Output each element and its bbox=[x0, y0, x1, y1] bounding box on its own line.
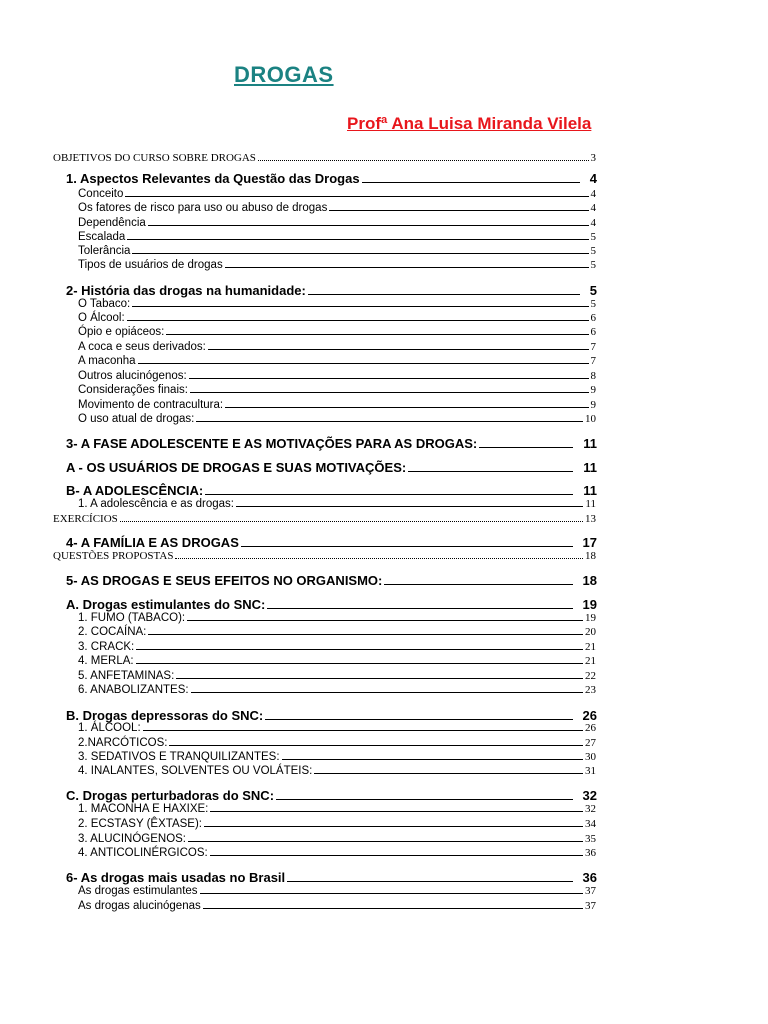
toc-entry-label: 2. ECSTASY (ÊXTASE): bbox=[78, 818, 202, 830]
toc-entry-label: EXERCÍCIOS bbox=[53, 513, 118, 525]
toc-leader bbox=[187, 620, 583, 621]
toc-leader bbox=[138, 363, 589, 364]
toc-entry[interactable] bbox=[53, 513, 596, 525]
toc-entry[interactable] bbox=[78, 259, 596, 271]
toc-leader bbox=[125, 196, 588, 197]
toc-entry[interactable] bbox=[78, 641, 596, 653]
toc-entry-page: 4 bbox=[590, 202, 596, 214]
toc-leader bbox=[276, 799, 573, 800]
toc-entry[interactable] bbox=[78, 413, 596, 425]
toc-entry-label: 6- As drogas mais usadas no Brasil bbox=[66, 870, 286, 885]
toc-entry[interactable] bbox=[78, 751, 596, 763]
toc-entry-label: 4. ANTICOLINÉRGICOS: bbox=[78, 847, 208, 859]
toc-leader bbox=[241, 546, 573, 547]
toc-entry[interactable] bbox=[78, 670, 596, 682]
toc-entry-label: Movimento de contracultura: bbox=[78, 399, 224, 411]
toc-entry[interactable] bbox=[53, 152, 596, 164]
toc-entry[interactable] bbox=[66, 535, 597, 550]
toc-entry-page: 5 bbox=[590, 259, 596, 271]
toc-entry-label: 1. Aspectos Relevantes da Questão das Drogas bbox=[66, 171, 360, 186]
toc-entry[interactable] bbox=[78, 202, 596, 214]
toc-leader bbox=[148, 634, 583, 635]
toc-leader bbox=[205, 494, 573, 495]
toc-entry-page: 5 bbox=[589, 283, 597, 298]
toc-entry-label: O Álcool: bbox=[78, 312, 125, 324]
toc-entry-page: 30 bbox=[585, 751, 596, 763]
toc-entry-page: 22 bbox=[585, 670, 596, 682]
toc-entry[interactable] bbox=[78, 245, 596, 257]
toc-entry-label: QUESTÕES PROPOSTAS bbox=[53, 550, 174, 562]
toc-entry-label: A - OS USUÁRIOS DE DROGAS E SUAS MOTIVAÇÕES: bbox=[66, 460, 407, 475]
toc-entry[interactable] bbox=[78, 612, 596, 624]
toc-entry-page: 37 bbox=[585, 885, 596, 897]
toc-entry-page: 13 bbox=[585, 513, 596, 525]
toc-leader bbox=[203, 908, 583, 909]
toc-leader bbox=[408, 471, 573, 472]
toc-entry-page: 19 bbox=[585, 612, 596, 624]
toc-entry-label: 6. ANABOLIZANTES: bbox=[78, 684, 189, 696]
toc-leader bbox=[236, 506, 583, 507]
toc-leader bbox=[136, 649, 583, 650]
toc-entry-page: 37 bbox=[585, 900, 596, 912]
toc-entry-page: 36 bbox=[582, 870, 597, 885]
toc-entry[interactable] bbox=[78, 803, 596, 815]
toc-entry-label: Dependência bbox=[78, 217, 146, 229]
toc-leader bbox=[196, 421, 583, 422]
toc-leader bbox=[127, 239, 588, 240]
toc-leader bbox=[120, 521, 583, 522]
toc-entry-page: 18 bbox=[585, 550, 596, 562]
toc-entry-page: 5 bbox=[590, 298, 596, 310]
toc-entry-page: 11 bbox=[585, 498, 596, 510]
toc-leader bbox=[265, 719, 572, 720]
toc-entry-label: OBJETIVOS DO CURSO SOBRE DROGAS bbox=[53, 152, 256, 164]
toc-entry-label: C. Drogas perturbadoras do SNC: bbox=[66, 788, 275, 803]
toc-entry-label: 1. A adolescência e as drogas: bbox=[78, 498, 234, 510]
toc-entry[interactable] bbox=[66, 171, 597, 186]
toc-entry-label: A. Drogas estimulantes do SNC: bbox=[66, 597, 266, 612]
document-author: Profª Ana Luisa Miranda Vilela bbox=[347, 114, 592, 133]
toc-leader bbox=[166, 334, 588, 335]
toc-entry-label: 5- AS DROGAS E SEUS EFEITOS NO ORGANISMO: bbox=[66, 573, 383, 588]
toc-entry[interactable] bbox=[78, 818, 596, 830]
toc-leader bbox=[127, 320, 589, 321]
toc-entry[interactable] bbox=[78, 737, 596, 749]
toc-leader bbox=[225, 267, 589, 268]
toc-entry-label: 4- A FAMÍLIA E AS DROGAS bbox=[66, 535, 239, 550]
toc-entry-page: 18 bbox=[582, 573, 597, 588]
toc-entry[interactable] bbox=[66, 460, 597, 475]
toc-entry-page: 7 bbox=[590, 355, 596, 367]
toc-entry-label: 1. MACONHA E HAXIXE: bbox=[78, 803, 209, 815]
toc-entry[interactable] bbox=[66, 573, 597, 588]
toc-entry[interactable] bbox=[66, 483, 597, 498]
toc-leader bbox=[329, 210, 588, 211]
toc-entry[interactable] bbox=[53, 550, 596, 562]
toc-entry-label: 4. INALANTES, SOLVENTES OU VOLÁTEIS: bbox=[78, 765, 313, 777]
toc-entry-label: Outros alucinógenos: bbox=[78, 370, 187, 382]
toc-leader bbox=[132, 253, 588, 254]
toc-entry[interactable] bbox=[78, 885, 596, 897]
toc-leader bbox=[169, 745, 583, 746]
toc-entry-page: 11 bbox=[583, 436, 597, 451]
toc-leader bbox=[208, 349, 589, 350]
toc-leader bbox=[200, 893, 583, 894]
toc-entry-page: 20 bbox=[585, 626, 596, 638]
toc-entry-page: 34 bbox=[585, 818, 596, 830]
toc-entry[interactable] bbox=[78, 655, 596, 667]
document-title: DROGAS bbox=[234, 62, 334, 87]
toc-entry[interactable] bbox=[78, 626, 596, 638]
toc-entry-page: 5 bbox=[590, 245, 596, 257]
toc-entry[interactable] bbox=[78, 370, 596, 382]
toc-leader bbox=[384, 584, 572, 585]
toc-leader bbox=[188, 841, 583, 842]
toc-leader bbox=[132, 306, 588, 307]
toc-leader bbox=[258, 160, 589, 161]
toc-leader bbox=[362, 182, 580, 183]
toc-entry-page: 11 bbox=[583, 483, 597, 498]
toc-entry[interactable] bbox=[78, 900, 596, 912]
toc-entry-label: As drogas estimulantes bbox=[78, 885, 198, 897]
toc-leader bbox=[143, 730, 583, 731]
toc-entry-page: 4 bbox=[589, 171, 597, 186]
toc-entry-page: 5 bbox=[590, 231, 596, 243]
toc-entry[interactable] bbox=[78, 765, 596, 777]
toc-entry[interactable] bbox=[78, 684, 596, 696]
toc-entry[interactable] bbox=[78, 355, 596, 367]
toc-leader bbox=[175, 558, 583, 559]
toc-entry[interactable] bbox=[78, 341, 596, 353]
toc-entry-page: 23 bbox=[585, 684, 596, 696]
toc-entry[interactable] bbox=[66, 708, 597, 723]
toc-entry-page: 26 bbox=[585, 722, 596, 734]
toc-entry-label: Considerações finais: bbox=[78, 384, 188, 396]
toc-leader bbox=[189, 378, 589, 379]
toc-leader bbox=[148, 225, 589, 226]
toc-leader bbox=[190, 392, 589, 393]
toc-entry-label: O Tabaco: bbox=[78, 298, 131, 310]
toc-entry[interactable] bbox=[66, 283, 597, 298]
toc-entry-page: 8 bbox=[590, 370, 596, 382]
toc-entry-page: 32 bbox=[582, 788, 597, 803]
toc-entry-label: B- A ADOLESCÊNCIA: bbox=[66, 483, 204, 498]
toc-entry[interactable] bbox=[78, 384, 596, 396]
toc-entry-label: B. Drogas depressoras do SNC: bbox=[66, 708, 264, 723]
toc-entry-page: 19 bbox=[582, 597, 597, 612]
toc-entry-label: 3- A FASE ADOLESCENTE E AS MOTIVAÇÕES PARA AS DROGAS: bbox=[66, 436, 478, 451]
toc-leader bbox=[479, 447, 573, 448]
toc-entry[interactable] bbox=[78, 188, 596, 200]
toc-entry-label: 1. FUMO (TABACO): bbox=[78, 612, 186, 624]
toc-entry-page: 36 bbox=[585, 847, 596, 859]
toc-entry-page: 3 bbox=[590, 152, 596, 164]
toc-entry[interactable] bbox=[78, 298, 596, 310]
toc-entry[interactable] bbox=[66, 870, 597, 885]
toc-entry-page: 9 bbox=[590, 384, 596, 396]
toc-entry-page: 35 bbox=[585, 833, 596, 845]
toc-entry[interactable] bbox=[78, 833, 596, 845]
toc-entry-label: 2.NARCÓTICOS: bbox=[78, 737, 168, 749]
toc-entry-page: 32 bbox=[585, 803, 596, 815]
toc-entry[interactable] bbox=[66, 436, 597, 451]
toc-entry-label: A maconha bbox=[78, 355, 136, 367]
toc-leader bbox=[282, 759, 583, 760]
toc-entry-page: 26 bbox=[582, 708, 597, 723]
toc-leader bbox=[308, 294, 580, 295]
toc-leader bbox=[267, 608, 572, 609]
toc-entry[interactable] bbox=[78, 326, 596, 338]
toc-leader bbox=[210, 811, 583, 812]
toc-entry[interactable] bbox=[78, 399, 596, 411]
toc-entry-label: Escalada bbox=[78, 231, 126, 243]
toc-entry-page: 31 bbox=[585, 765, 596, 777]
toc-entry-label: Conceito bbox=[78, 188, 124, 200]
toc-entry-page: 21 bbox=[585, 655, 596, 667]
toc-leader bbox=[210, 855, 583, 856]
toc-entry-page: 10 bbox=[585, 413, 596, 425]
toc-leader bbox=[314, 773, 583, 774]
toc-entry-label: 3. SEDATIVOS E TRANQUILIZANTES: bbox=[78, 751, 280, 763]
toc-entry-page: 21 bbox=[585, 641, 596, 653]
toc-entry[interactable] bbox=[78, 217, 596, 229]
toc-entry[interactable] bbox=[78, 312, 596, 324]
toc-entry-page: 6 bbox=[590, 312, 596, 324]
toc-entry[interactable] bbox=[66, 597, 597, 612]
toc-entry[interactable] bbox=[78, 722, 596, 734]
toc-entry-page: 9 bbox=[590, 399, 596, 411]
toc-leader bbox=[225, 407, 588, 408]
toc-entry-label: 3. ALUCINÓGENOS: bbox=[78, 833, 187, 845]
toc-leader bbox=[136, 663, 583, 664]
toc-entry[interactable] bbox=[66, 788, 597, 803]
toc-entry-label: 2- História das drogas na humanidade: bbox=[66, 283, 306, 298]
toc-entry-label: 1. ÁLCOOL: bbox=[78, 722, 141, 734]
toc-entry-page: 4 bbox=[590, 217, 596, 229]
toc-entry-label: 3. CRACK: bbox=[78, 641, 135, 653]
toc-leader bbox=[287, 881, 572, 882]
toc-entry-label: 4. MERLA: bbox=[78, 655, 134, 667]
toc-entry-page: 4 bbox=[590, 188, 596, 200]
toc-entry-label: A coca e seus derivados: bbox=[78, 341, 206, 353]
toc-entry-page: 7 bbox=[590, 341, 596, 353]
toc-entry-page: 17 bbox=[582, 535, 597, 550]
toc-entry-label: Tipos de usuários de drogas bbox=[78, 259, 223, 271]
toc-entry-page: 11 bbox=[583, 460, 597, 475]
toc-leader bbox=[191, 692, 583, 693]
toc-entry-label: Os fatores de risco para uso ou abuso de drogas bbox=[78, 202, 328, 214]
toc-entry-label: Ópio e opiáceos: bbox=[78, 326, 165, 338]
toc-entry[interactable] bbox=[78, 498, 596, 510]
toc-entry[interactable] bbox=[78, 231, 596, 243]
toc-entry-label: As drogas alucinógenas bbox=[78, 900, 201, 912]
toc-entry-page: 6 bbox=[590, 326, 596, 338]
toc-entry-label: O uso atual de drogas: bbox=[78, 413, 195, 425]
toc-leader bbox=[176, 678, 583, 679]
toc-entry-label: 2. COCAÍNA: bbox=[78, 626, 147, 638]
toc-entry[interactable] bbox=[78, 847, 596, 859]
toc-entry-page: 27 bbox=[585, 737, 596, 749]
toc-entry-label: 5. ANFETAMINAS: bbox=[78, 670, 175, 682]
toc-leader bbox=[204, 826, 583, 827]
toc-entry-label: Tolerância bbox=[78, 245, 131, 257]
